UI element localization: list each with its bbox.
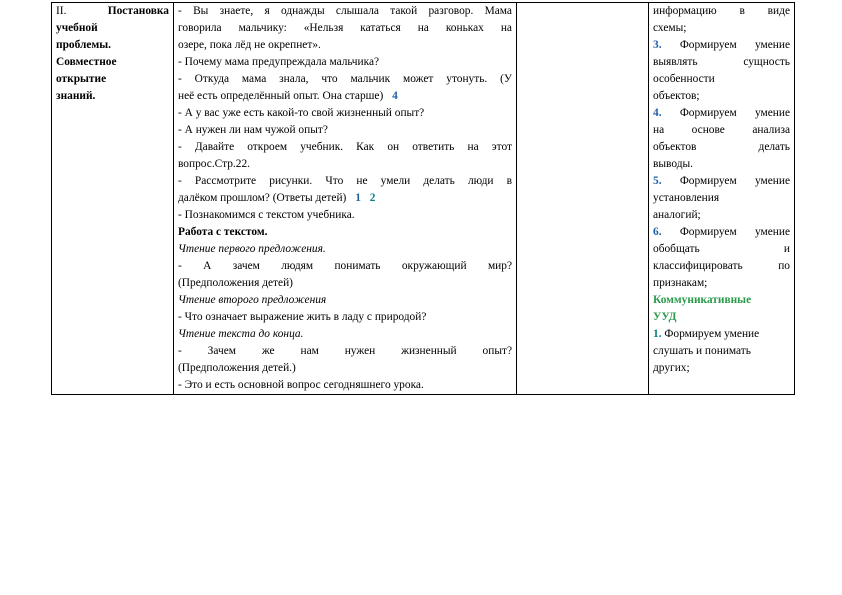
- text-line: - А у вас уже есть какой-то свой жизненный опыт?: [178, 107, 425, 119]
- text-line: озере, пока лёд не окрепнет».: [178, 39, 321, 51]
- uud-line: классифицировать по: [653, 260, 790, 272]
- item-number: 1.: [653, 328, 662, 340]
- stage-cell: [52, 3, 174, 395]
- text-line: неё есть определённый опыт. Она старше) 4: [178, 90, 398, 102]
- stage-line: II. Постановка: [56, 5, 169, 17]
- uud-line: установления: [653, 192, 720, 204]
- student-activity-cell: [517, 3, 649, 395]
- text-line: - Рассмотрите рисунки. Что не умели делать люди в: [178, 175, 512, 187]
- text-line: - А нужен ли нам чужой опыт?: [178, 124, 328, 136]
- uud-line: схемы;: [653, 22, 687, 34]
- lesson-table: [51, 2, 795, 395]
- teacher-activity-cell: [174, 3, 517, 395]
- text-line: - Вы знаете, я однажды слышала такой разговор. Мама: [178, 5, 512, 17]
- uud-line: объектов;: [653, 90, 700, 102]
- uud-line: 1. Формируем умение: [653, 328, 760, 340]
- stage-line: открытие: [56, 73, 107, 85]
- table-row: [52, 3, 795, 395]
- uud-line: других;: [653, 362, 690, 374]
- text-line: говорила мальчику: «Нельзя кататься на коньках на: [178, 22, 512, 34]
- slide-number: 1: [355, 192, 361, 204]
- slide-number: 2: [369, 192, 376, 204]
- stage-line: знаний.: [56, 90, 96, 102]
- text-line: вопрос.Стр.22.: [178, 158, 251, 170]
- section-heading: Работа с текстом.: [178, 226, 268, 238]
- text-line: (Предположения детей.): [178, 362, 296, 374]
- text-line: - Откуда мама знала, что мальчик может утонуть. (У: [178, 73, 512, 85]
- text-line: (Предположения детей): [178, 277, 293, 289]
- uud-line: слушать и понимать: [653, 345, 751, 357]
- uud-line: особенности: [653, 73, 715, 85]
- uud-line: 5. Формируем умение: [653, 175, 790, 187]
- uud-heading: Коммуникативные: [653, 294, 752, 306]
- text-line: - Что означает выражение жить в ладу с природой?: [178, 311, 427, 323]
- item-number: 6.: [653, 226, 662, 238]
- text-line: - Почему мама предупреждала мальчика?: [178, 56, 380, 68]
- uud-line: объектов делать: [653, 141, 790, 153]
- text-line: - Зачем же нам нужен жизненный опыт?: [178, 345, 512, 357]
- instruction-line: Чтение текста до конца.: [178, 328, 304, 340]
- slide-number: 4: [392, 90, 398, 102]
- uud-line: выводы.: [653, 158, 693, 170]
- uud-line: аналогий;: [653, 209, 701, 221]
- uud-line: на основе анализа: [653, 124, 790, 136]
- uud-line: 6. Формируем умение: [653, 226, 790, 238]
- stage-line: учебной: [56, 22, 98, 34]
- uud-line: признакам;: [653, 277, 708, 289]
- text-line: - А зачем людям понимать окружающий мир?: [178, 260, 512, 272]
- stage-line: проблемы.: [56, 39, 111, 51]
- item-number: 3.: [653, 39, 662, 51]
- text-line: далёком прошлом? (Ответы детей) 1 2: [178, 192, 376, 204]
- instruction-line: Чтение второго предложения: [178, 294, 327, 306]
- uud-line: 4. Формируем умение: [653, 107, 790, 119]
- text-line: - Давайте откроем учебник. Как он ответить на этот: [178, 141, 512, 153]
- item-number: 5.: [653, 175, 662, 187]
- text-line: - Это и есть основной вопрос сегодняшнего урока.: [178, 379, 424, 391]
- uud-cell: [649, 3, 795, 395]
- text-line: - Познакомимся с текстом учебника.: [178, 209, 355, 221]
- uud-heading: УУД: [653, 311, 677, 323]
- item-number: 4.: [653, 107, 662, 119]
- uud-line: обобщать и: [653, 243, 790, 255]
- uud-line: 3. Формируем умение: [653, 39, 790, 51]
- stage-line: Совместное: [56, 56, 117, 68]
- uud-line: информацию в виде: [653, 5, 790, 17]
- instruction-line: Чтение первого предложения.: [178, 243, 326, 255]
- uud-line: выявлять сущность: [653, 56, 790, 68]
